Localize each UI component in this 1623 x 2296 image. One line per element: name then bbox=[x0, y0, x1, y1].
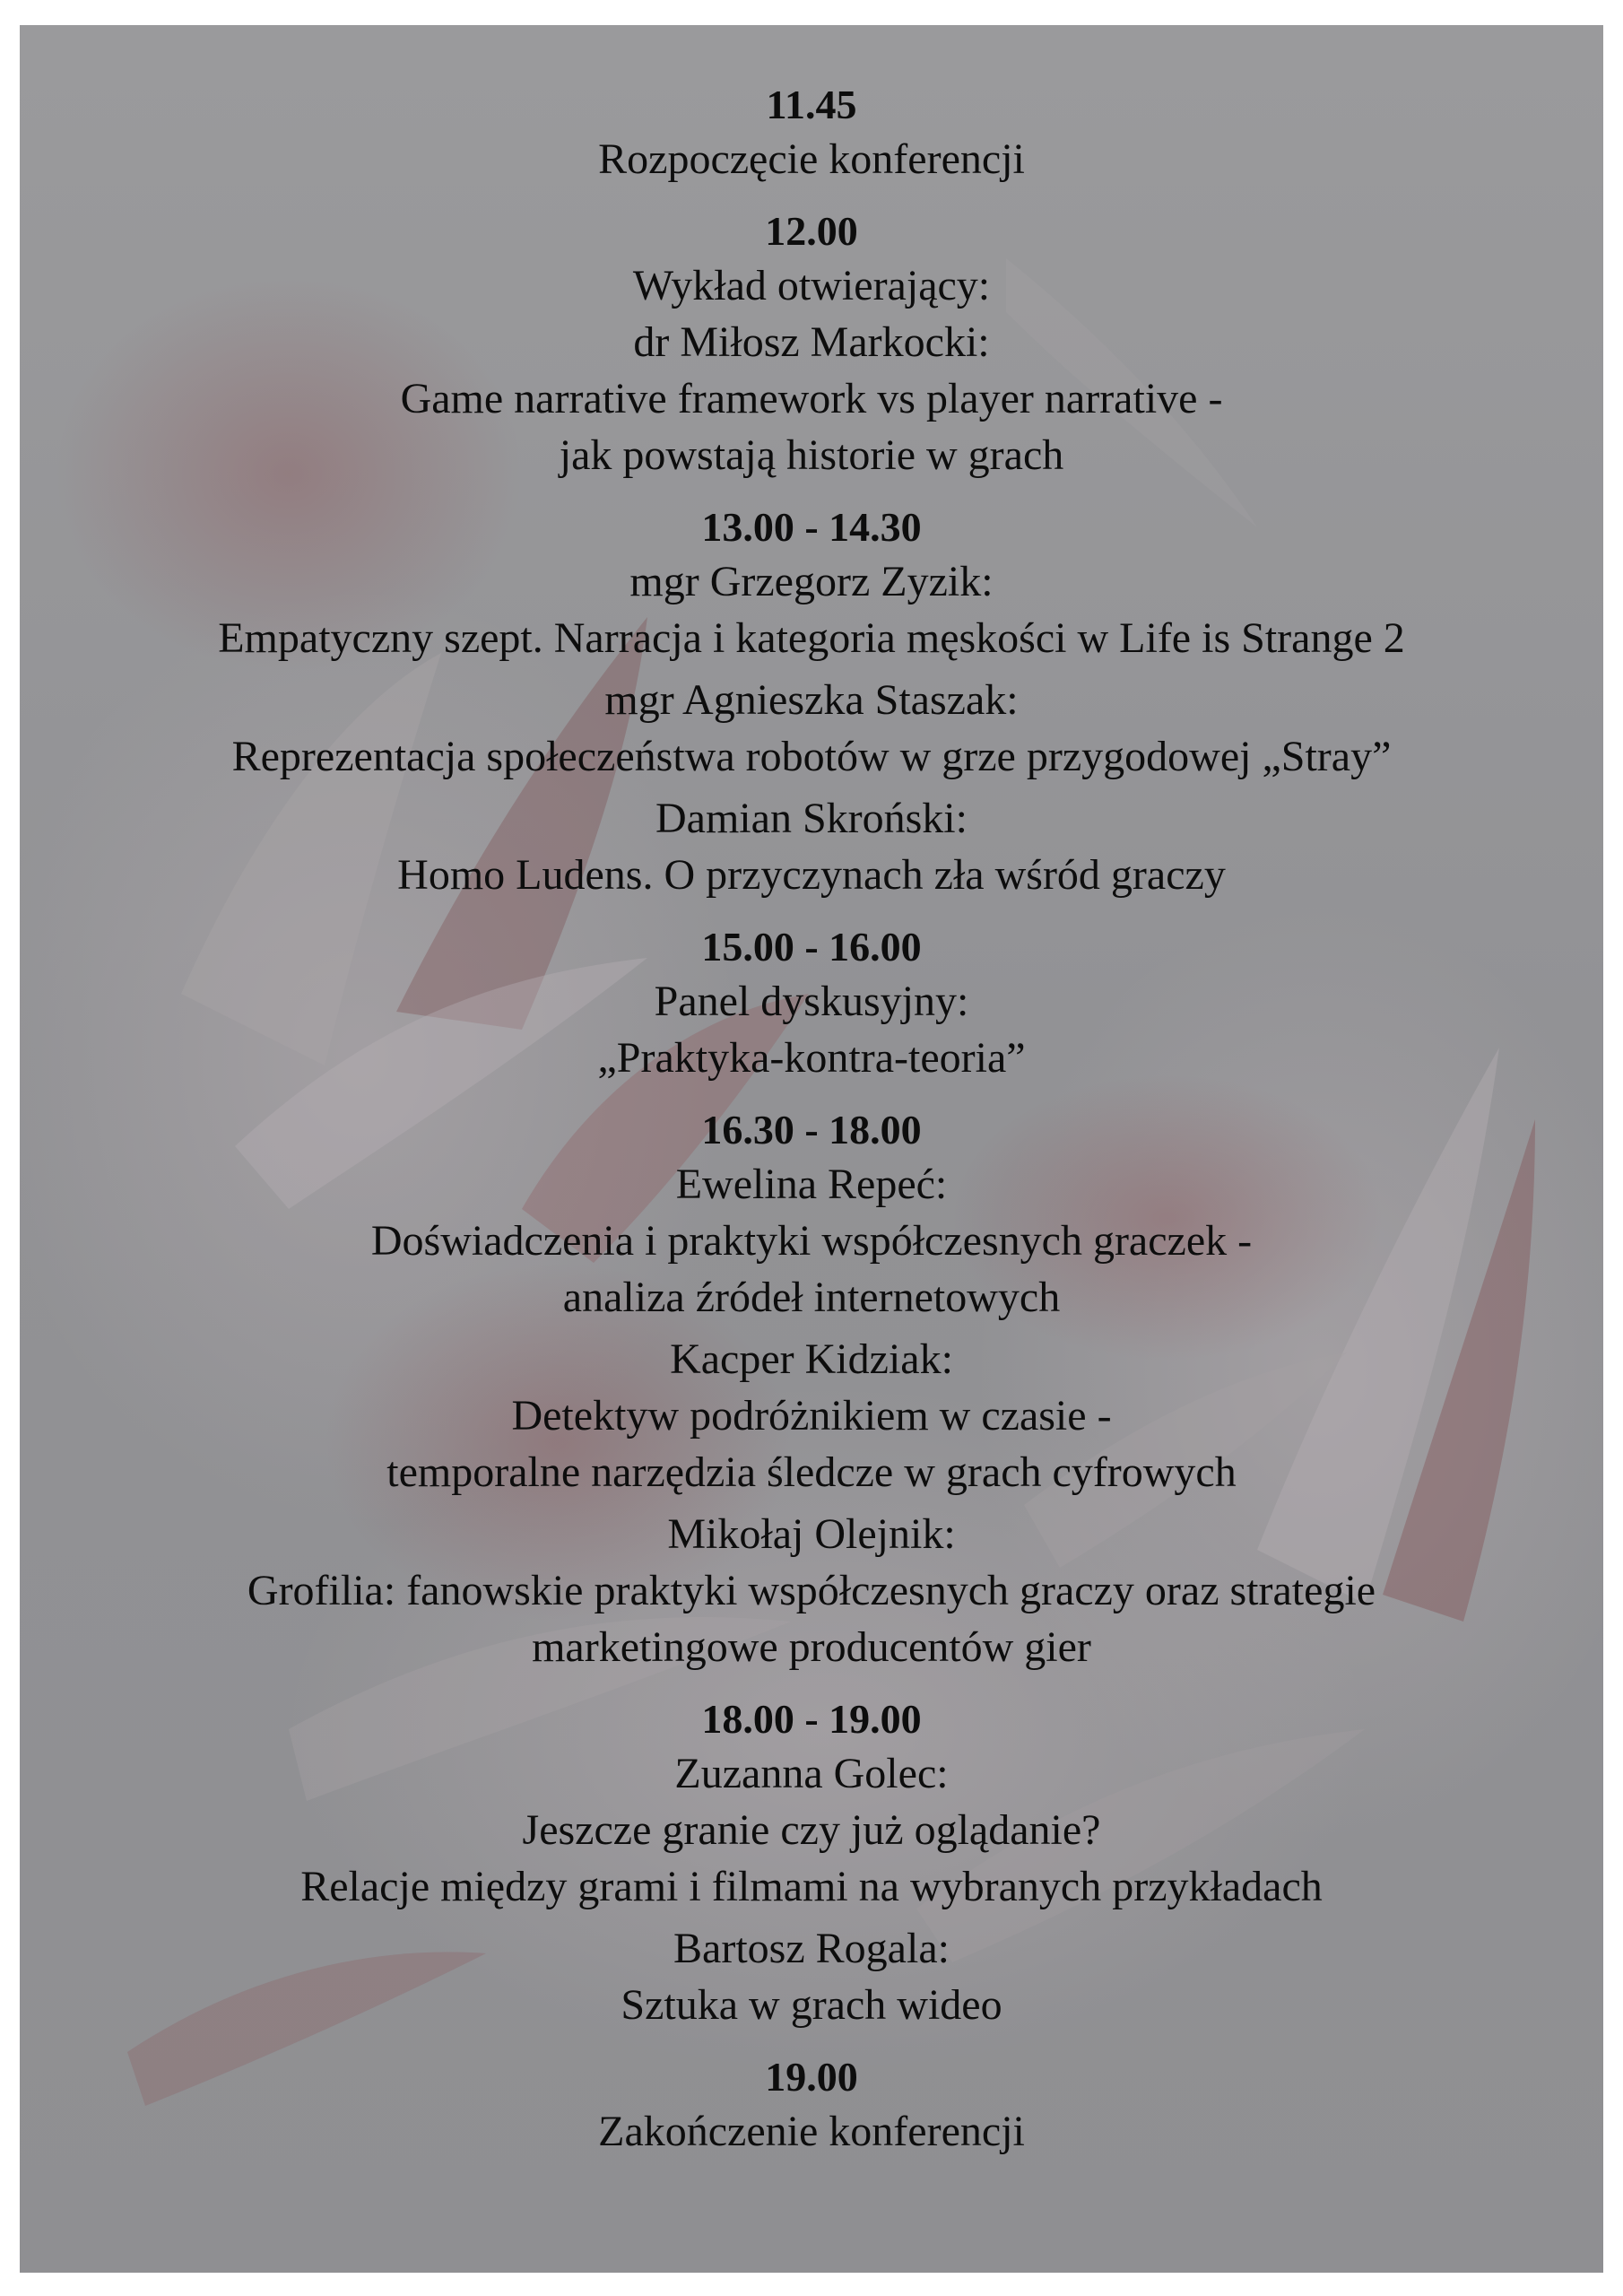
time-slot: 11.45 bbox=[766, 82, 857, 127]
schedule-item bbox=[20, 1331, 1603, 1500]
schedule-item bbox=[20, 1156, 1603, 1326]
talk-text: Rozpoczęcie konferencji bbox=[598, 135, 1025, 183]
time-slot: 16.30 - 18.00 bbox=[701, 1107, 922, 1152]
poster bbox=[20, 25, 1603, 2273]
talk-text: Homo Ludens. O przyczynach zła wśród graczy bbox=[397, 851, 1226, 899]
schedule-item bbox=[20, 973, 1603, 1086]
schedule-item bbox=[20, 1506, 1603, 1675]
schedule-item bbox=[20, 2103, 1603, 2160]
schedule-block bbox=[20, 1104, 1603, 1675]
schedule-block bbox=[20, 2051, 1603, 2160]
time-slot: 15.00 - 16.00 bbox=[701, 924, 922, 970]
schedule-block bbox=[20, 921, 1603, 1086]
time-slot: 19.00 bbox=[765, 2054, 858, 2100]
speaker-name: Ewelina Repeć: bbox=[675, 1161, 948, 1208]
schedule-block bbox=[20, 79, 1603, 187]
talk-text: Sztuka w grach wideo bbox=[621, 1981, 1002, 2029]
talk-text: Grofilia: fanowskie praktyki współczesnych graczy oraz strategie bbox=[247, 1567, 1376, 1614]
time-slot: 13.00 - 14.30 bbox=[701, 504, 922, 550]
speaker-name: Mikołaj Olejnik: bbox=[667, 1510, 956, 1558]
talk-text: Jeszcze granie czy już oglądanie? bbox=[522, 1806, 1101, 1854]
speaker-name: Bartosz Rogala: bbox=[673, 1925, 950, 1972]
schedule-item bbox=[20, 257, 1603, 483]
speaker-name: mgr Grzegorz Zyzik: bbox=[629, 558, 994, 605]
talk-text: Reprezentacja społeczeństwa robotów w grze przygodowej „Stray” bbox=[231, 733, 1392, 780]
schedule-item bbox=[20, 1920, 1603, 2033]
talk-text: marketingowe producentów gier bbox=[532, 1623, 1091, 1671]
talk-text: Doświadczenia i praktyki współczesnych graczek - bbox=[370, 1217, 1253, 1265]
speaker-name: Damian Skroński: bbox=[655, 795, 968, 842]
schedule-block bbox=[20, 205, 1603, 483]
schedule-item bbox=[20, 131, 1603, 187]
speaker-name: Zuzanna Golec: bbox=[674, 1750, 949, 1797]
talk-text: Empatyczny szept. Narracja i kategoria męskości w Life is Strange 2 bbox=[218, 614, 1405, 662]
talk-text: jak powstają historie w grach bbox=[559, 431, 1064, 479]
talk-text: temporalne narzędzia śledcze w grach cyfrowych bbox=[386, 1448, 1237, 1496]
talk-text: Relacje między grami i filmami na wybranych przykładach bbox=[300, 1863, 1323, 1910]
talk-text: dr Miłosz Markocki: bbox=[633, 318, 990, 366]
talk-text: Zakończenie konferencji bbox=[598, 2108, 1025, 2155]
speaker-name: Kacper Kidziak: bbox=[670, 1335, 953, 1383]
talk-text: Game narrative framework vs player narrative - bbox=[400, 375, 1223, 422]
time-slot: 18.00 - 19.00 bbox=[701, 1696, 922, 1742]
schedule-item bbox=[20, 553, 1603, 666]
time-slot: 12.00 bbox=[765, 208, 858, 254]
schedule-item bbox=[20, 1745, 1603, 1915]
talk-text: „Praktyka-kontra-teoria” bbox=[597, 1034, 1026, 1082]
schedule-block bbox=[20, 1693, 1603, 2033]
schedule-item bbox=[20, 790, 1603, 903]
speaker-name: Panel dyskusyjny: bbox=[654, 978, 969, 1025]
talk-text: Detektyw podróżnikiem w czasie - bbox=[511, 1392, 1112, 1439]
schedule-item bbox=[20, 672, 1603, 785]
speaker-name: mgr Agnieszka Staszak: bbox=[604, 676, 1019, 724]
conference-schedule bbox=[20, 79, 1603, 2178]
schedule-block bbox=[20, 501, 1603, 903]
speaker-name: Wykład otwierający: bbox=[632, 262, 991, 309]
talk-text: analiza źródeł internetowych bbox=[562, 1274, 1061, 1321]
